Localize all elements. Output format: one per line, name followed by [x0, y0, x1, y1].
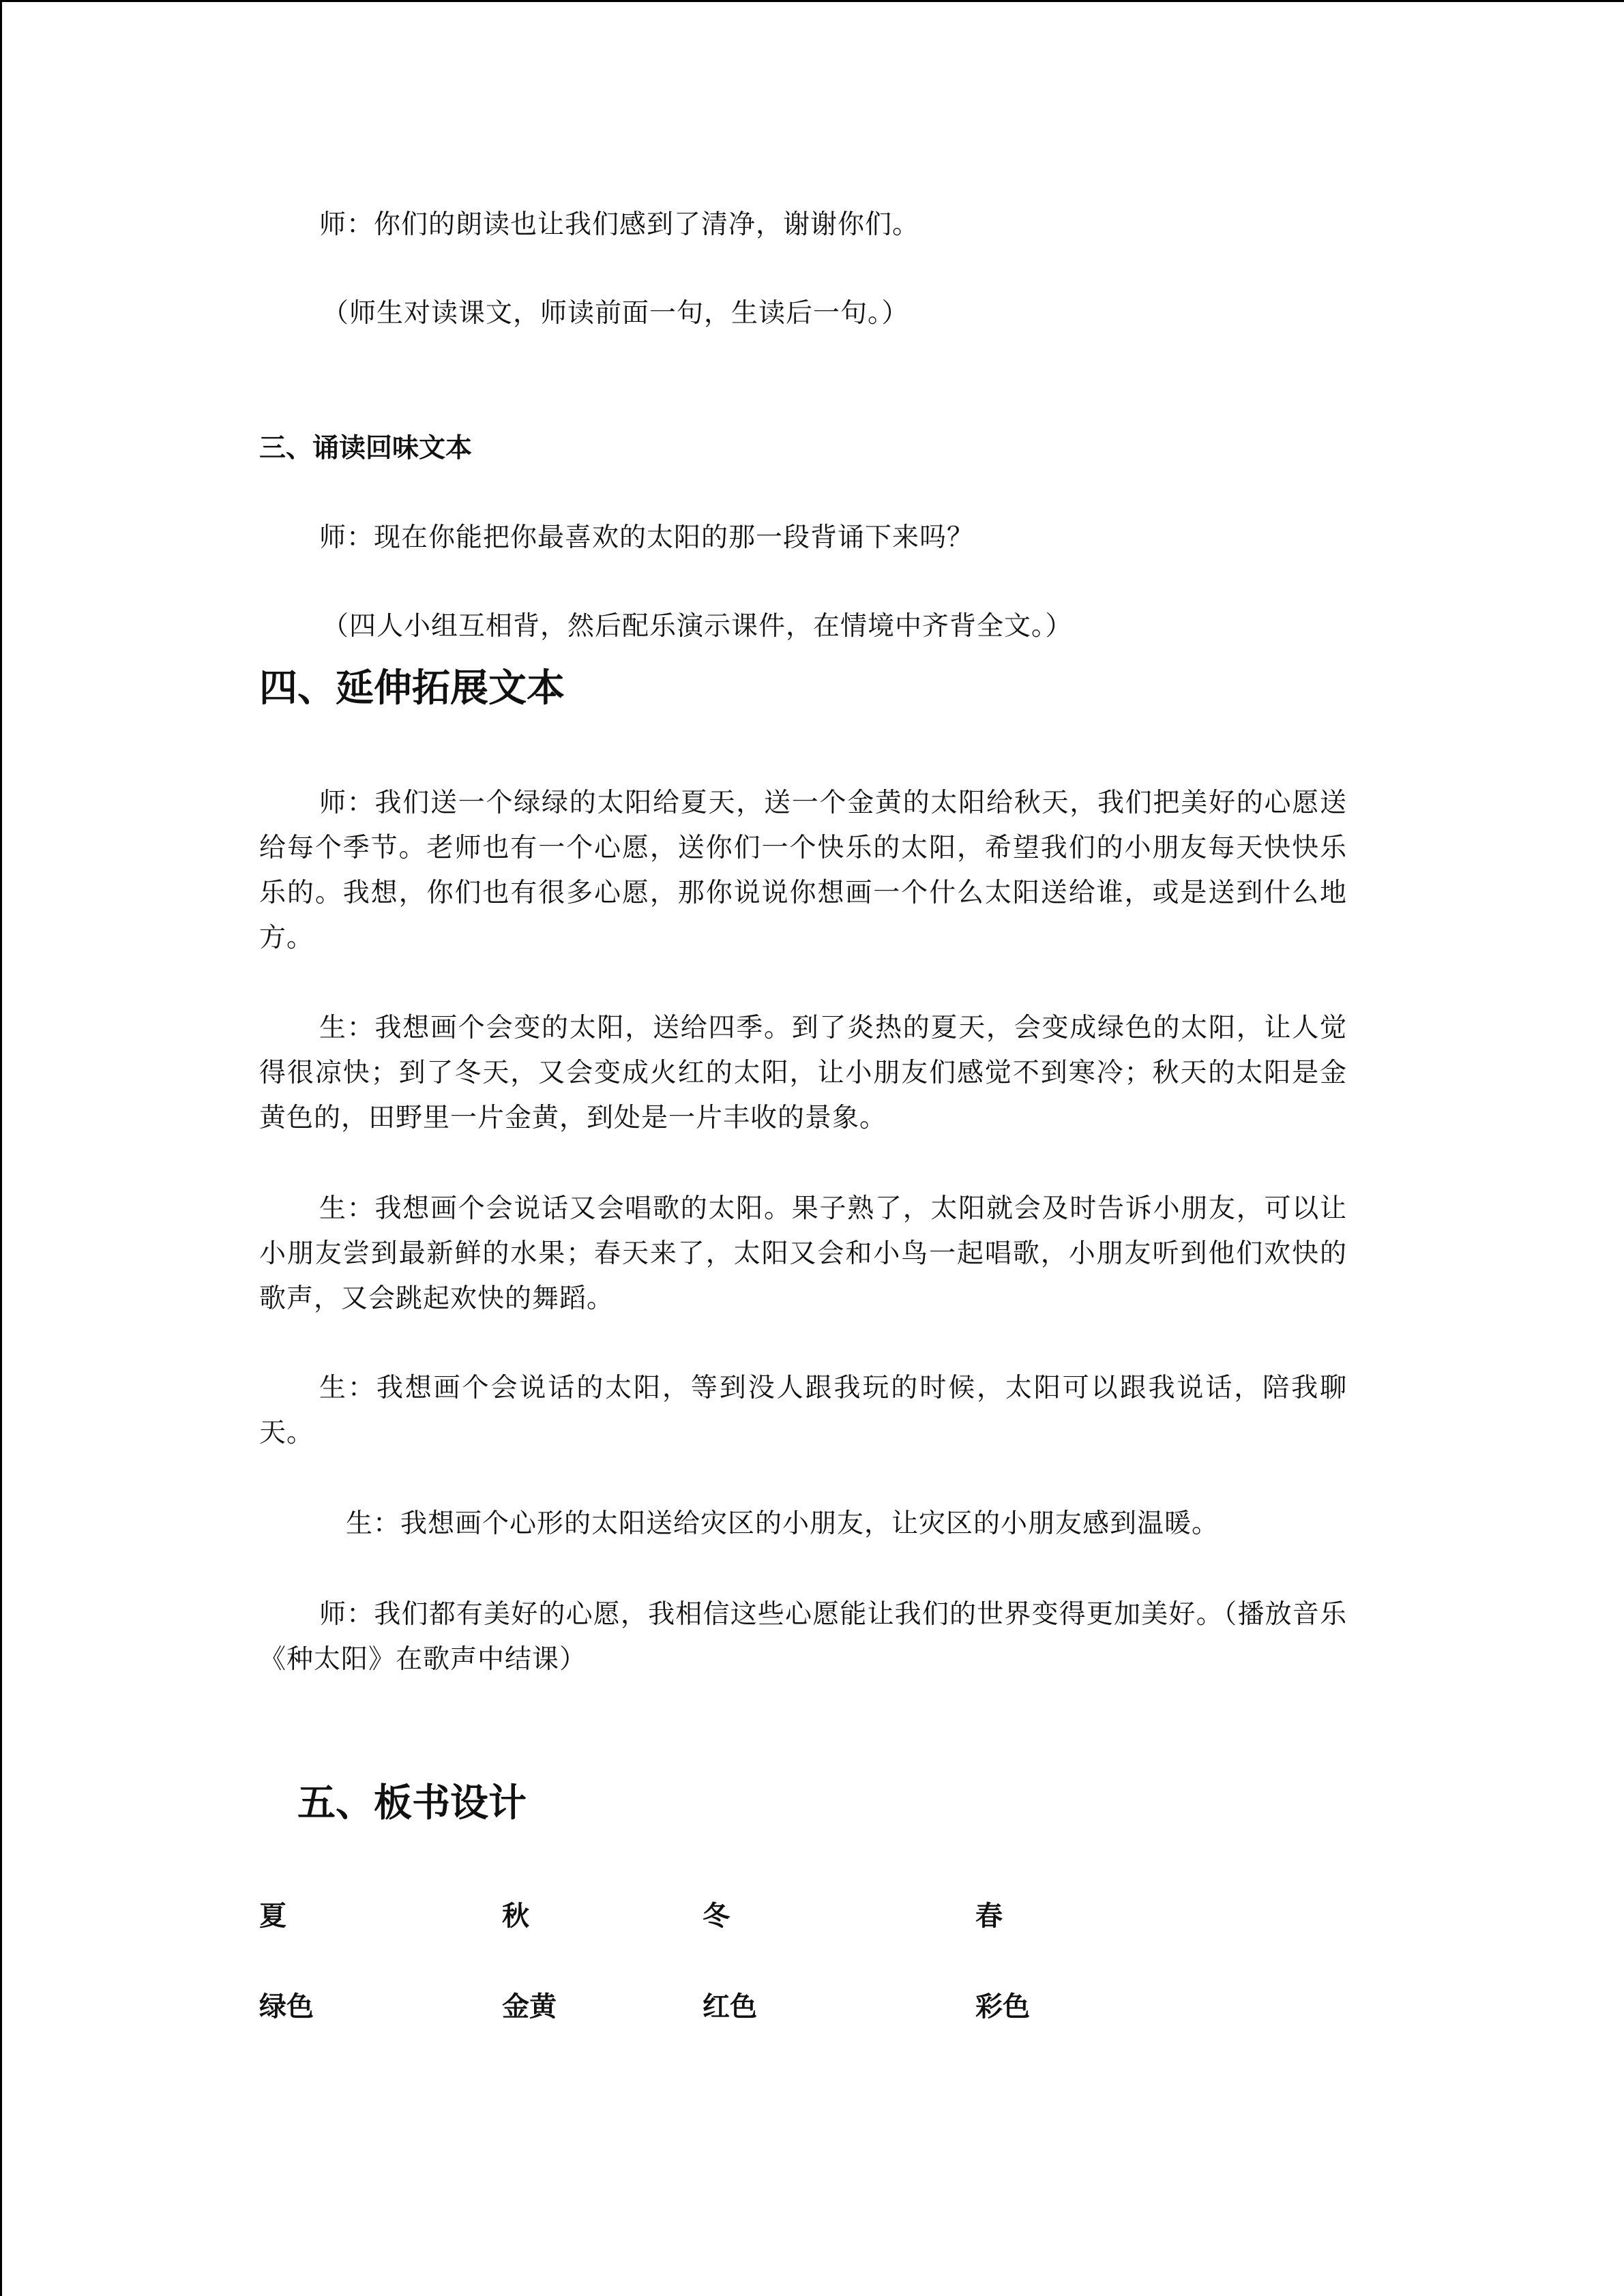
- paragraph-student-1: 生：我想画个会变的太阳，送给四季。到了炎热的夏天，会变成绿色的太阳，让人觉得很凉快；到了冬天，又会变成火红的太阳，让小朋友们感觉不到寒冷；秋天的太阳是金黄色的，田野里一片金黄，到处是一片丰收的景象。: [259, 1013, 1347, 1133]
- paragraph-student-2: 生：我想画个会说话又会唱歌的太阳。果子熟了，太阳就会及时告诉小朋友，可以让小朋友尝到最新鲜的水果；春天来了，太阳又会和小鸟一起唱歌，小朋友听到他们欢快的歌声，又会跳起欢快的舞蹈。: [259, 1193, 1347, 1314]
- board-color-multicolor: 彩色: [975, 1991, 1030, 2023]
- board-color-red: 红色: [703, 1991, 757, 2023]
- paragraph-teacher-closing: 师：我们都有美好的心愿，我相信这些心愿能让我们的世界变得更加美好。（播放音乐《种太阳》在歌声中结课）: [259, 1599, 1347, 1675]
- board-season-winter: 冬: [703, 1900, 730, 1932]
- paragraph-student-4: 生：我想画个心形的太阳送给灾区的小朋友，让灾区的小朋友感到温暖。: [346, 1508, 1220, 1539]
- paragraph-teacher-recite: 师：现在你能把你最喜欢的太阳的那一段背诵下来吗？: [319, 522, 975, 553]
- paragraph-teacher-wish: 师：我们送一个绿绿的太阳给夏天，送一个金黄的太阳给秋天，我们把美好的心愿送给每个季节。老师也有一个心愿，送你们一个快乐的太阳，希望我们的小朋友每天快快乐乐的。我想，你们也有很多心愿，那你说说你想画一个什么太阳送给谁，或是送到什么地方。: [259, 788, 1347, 953]
- board-color-golden: 金黄: [502, 1991, 557, 2023]
- section-heading-4: 四、延伸拓展文本: [259, 666, 565, 711]
- paragraph-stage-direction-2: （四人小组互相背，然后配乐演示课件，在情境中齐背全文。）: [322, 611, 1073, 642]
- paragraph-teacher-thanks: 师：你们的朗读也让我们感到了清净，谢谢你们。: [319, 209, 920, 240]
- board-season-autumn: 秋: [502, 1900, 529, 1932]
- board-season-spring: 春: [975, 1900, 1003, 1932]
- page-left-border: [0, 0, 2, 2296]
- page-top-border: [0, 0, 1624, 2]
- board-season-summer: 夏: [259, 1900, 286, 1932]
- paragraph-stage-direction-1: （师生对读课文，师读前面一句，生读后一句。）: [322, 298, 909, 329]
- paragraph-student-3: 生：我想画个会说话的太阳，等到没人跟我玩的时候，太阳可以跟我说话，陪我聊天。: [259, 1373, 1347, 1448]
- section-heading-5: 五、板书设计: [297, 1781, 527, 1825]
- board-color-green: 绿色: [259, 1991, 314, 2023]
- section-heading-3: 三、诵读回味文本: [259, 433, 473, 464]
